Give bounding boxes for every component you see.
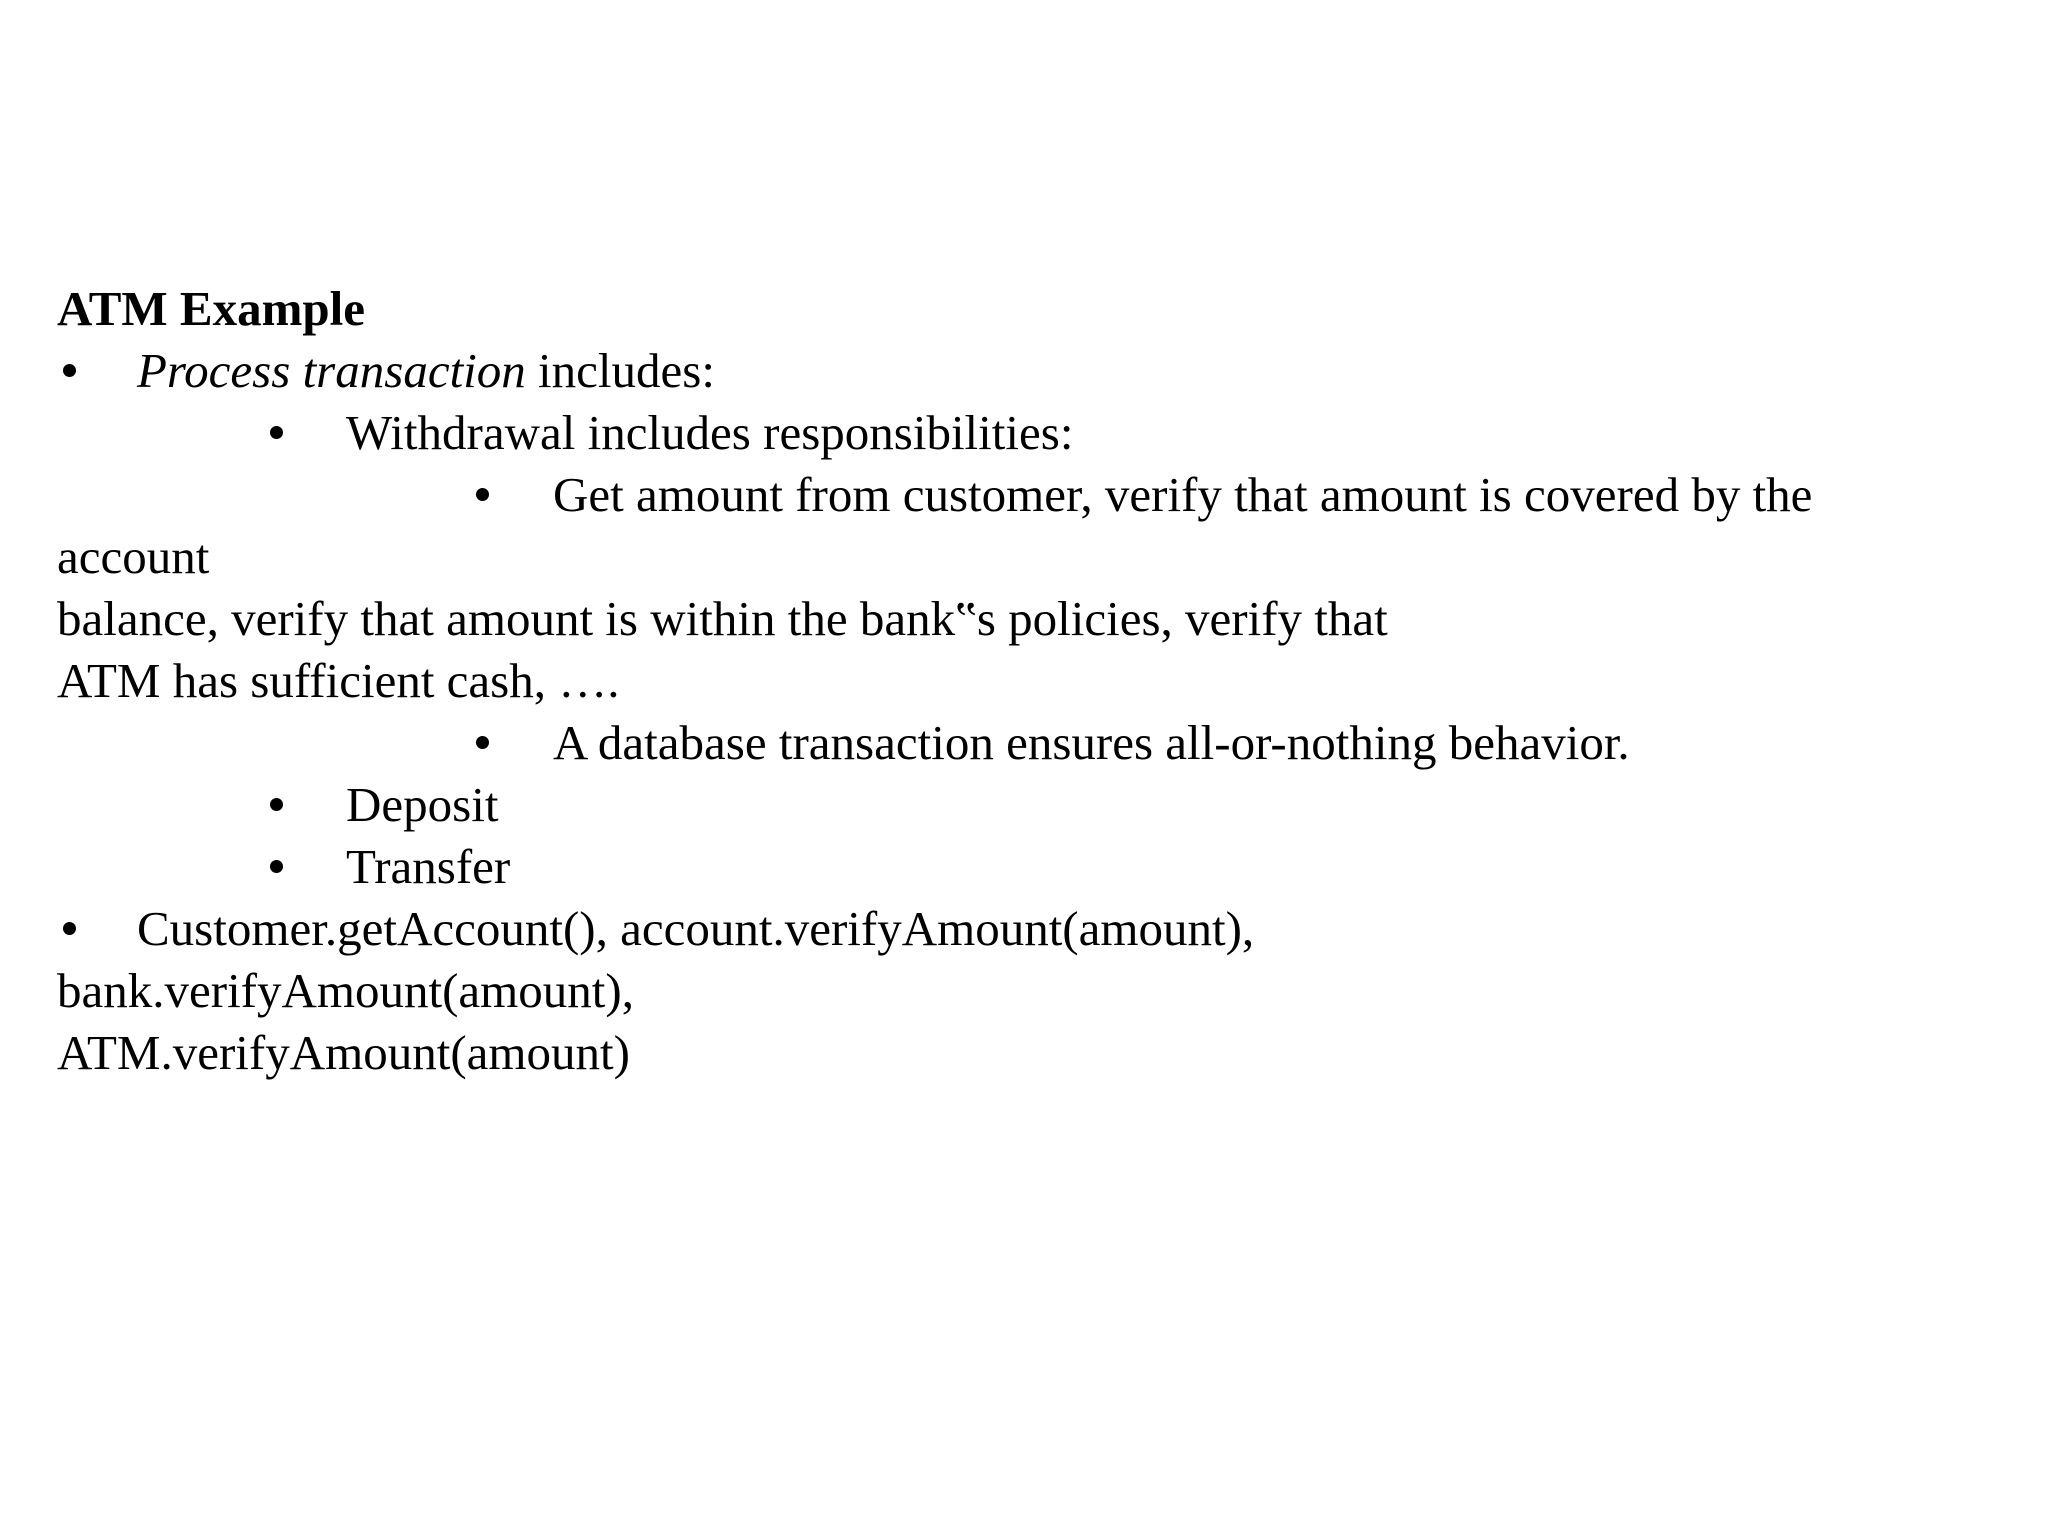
process-transaction-term: Process transaction <box>137 343 526 398</box>
list-item-methods: Customer.getAccount(), account.verifyAmount(amount), <box>137 901 1255 956</box>
list-item-withdrawal: Withdrawal includes responsibilities: <box>346 405 1074 460</box>
bullet-icon <box>63 922 76 935</box>
withdrawal-detail-line-2: account <box>57 529 210 584</box>
list-item-db-transaction: A database transaction ensures all-or-nothing behavior. <box>553 715 1630 770</box>
withdrawal-detail-line-3: balance, verify that amount is within the bank‟s policies, verify that <box>57 591 1388 646</box>
bullet-icon <box>270 426 283 439</box>
bullet-icon <box>476 736 489 749</box>
process-transaction-rest: includes: <box>525 343 715 398</box>
bullet-icon <box>270 798 283 811</box>
methods-line-3: ATM.verifyAmount(amount) <box>57 1025 630 1080</box>
list-item-transfer: Transfer <box>346 839 511 894</box>
withdrawal-detail-line-4: ATM has sufficient cash, …. <box>57 653 620 708</box>
list-item-process-transaction <box>137 340 715 402</box>
bullet-icon <box>270 860 283 873</box>
list-item-deposit: Deposit <box>346 777 499 832</box>
methods-line-2: bank.verifyAmount(amount), <box>57 963 634 1018</box>
bullet-icon <box>63 364 76 377</box>
bullet-icon <box>476 488 489 501</box>
page-title: ATM Example <box>57 281 366 336</box>
list-item-withdrawal-detail: Get amount from customer, verify that amount is covered by the <box>553 467 1813 522</box>
